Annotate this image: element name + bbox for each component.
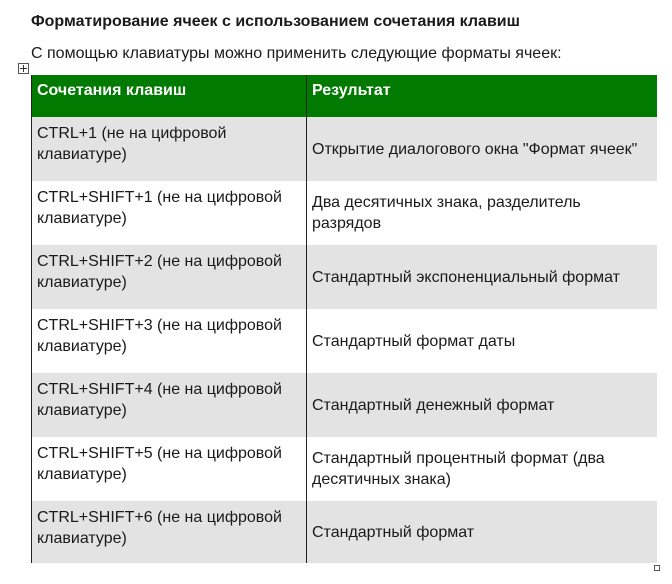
table-resize-handle-icon[interactable] bbox=[654, 565, 660, 571]
shortcut-cell: CTRL+SHIFT+4 (не на цифровой клавиатуре) bbox=[32, 373, 307, 437]
shortcut-cell: CTRL+1 (не на цифровой клавиатуре) bbox=[32, 117, 307, 181]
table-row bbox=[32, 373, 657, 437]
result-cell: Стандартный процентный формат (два десятичных знака) bbox=[307, 437, 657, 501]
header-result: Результат bbox=[307, 75, 657, 117]
result-cell: Стандартный формат даты bbox=[307, 309, 657, 373]
table-row bbox=[32, 181, 657, 245]
result-cell: Стандартный экспоненциальный формат bbox=[307, 245, 657, 309]
result-cell: Два десятичных знака, разделитель разрядов bbox=[307, 181, 657, 245]
table-row bbox=[32, 437, 657, 501]
result-cell: Открытие диалогового окна "Формат ячеек" bbox=[307, 117, 657, 181]
intro-paragraph: С помощью клавиатуры можно применить следующие форматы ячеек: bbox=[31, 45, 562, 62]
table-row bbox=[32, 117, 657, 181]
shortcuts-table bbox=[31, 75, 657, 563]
shortcut-cell: CTRL+SHIFT+1 (не на цифровой клавиатуре) bbox=[32, 181, 307, 245]
table-row bbox=[32, 501, 657, 563]
header-shortcut: Сочетания клавиш bbox=[32, 75, 307, 117]
shortcut-cell: CTRL+SHIFT+2 (не на цифровой клавиатуре) bbox=[32, 245, 307, 309]
table-move-handle-icon[interactable] bbox=[18, 63, 29, 74]
result-cell: Стандартный денежный формат bbox=[307, 373, 657, 437]
result-cell: Стандартный формат bbox=[307, 501, 657, 563]
document-title: Форматирование ячеек с использованием сочетания клавиш bbox=[31, 13, 520, 30]
table-row bbox=[32, 309, 657, 373]
table-row bbox=[32, 245, 657, 309]
shortcut-cell: CTRL+SHIFT+6 (не на цифровой клавиатуре) bbox=[32, 501, 307, 563]
shortcut-cell: CTRL+SHIFT+3 (не на цифровой клавиатуре) bbox=[32, 309, 307, 373]
shortcut-cell: CTRL+SHIFT+5 (не на цифровой клавиатуре) bbox=[32, 437, 307, 501]
table-header-row bbox=[32, 75, 657, 117]
